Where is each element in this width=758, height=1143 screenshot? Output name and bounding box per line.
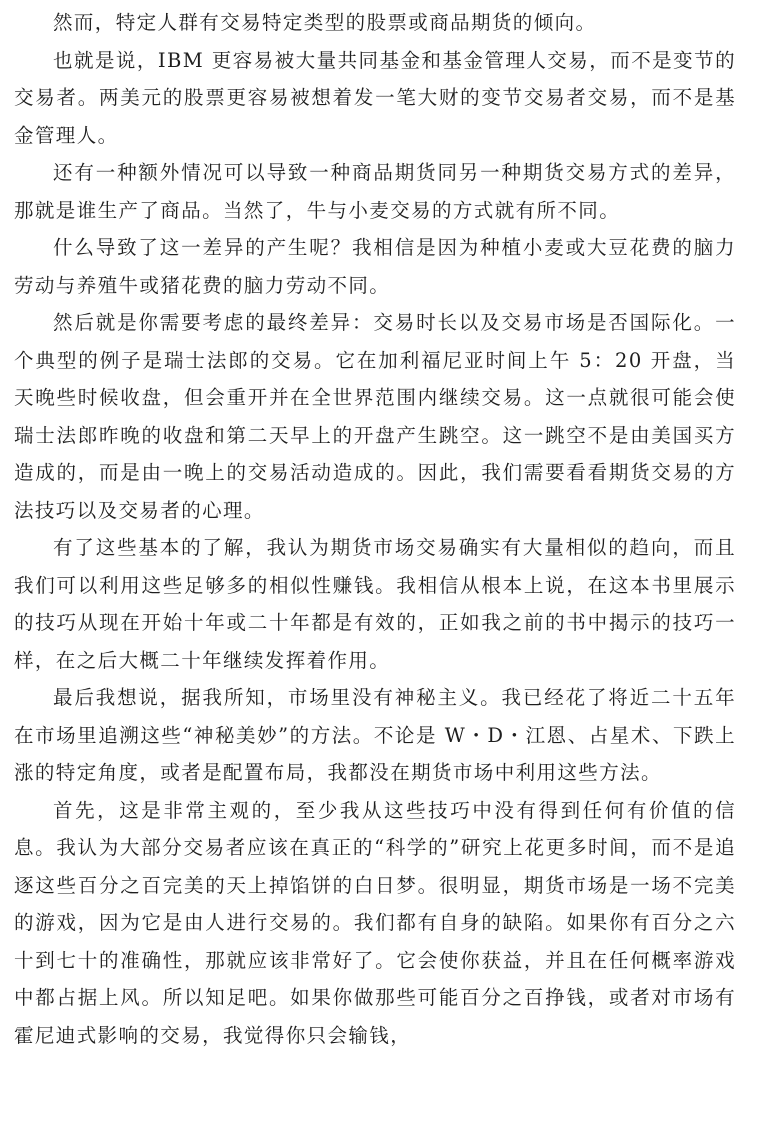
paragraph-7: 最后我想说，据我所知，市场里没有神秘主义。我已经花了将近二十五年在市场里追溯这些“神秘美妙”的方法。不论是 W・D・江恩、占星术、下跌上涨的特定角度，或者是配置布局，我都没在期货市场中利用这些方法。: [14, 686, 736, 784]
paragraph-6: 有了这些基本的了解，我认为期货市场交易确实有大量相似的趋向，而且我们可以利用这些足够多的相似性赚钱。我相信从根本上说，在这本书里展示的技巧从现在开始十年或二十年都是有效的，正如我之前的书中揭示的技巧一样，在之后大概二十年继续发挥着作用。: [14, 536, 736, 672]
paragraph-8: 首先，这是非常主观的，至少我从这些技巧中没有得到任何有价值的信息。我认为大部分交易者应该在真正的“科学的”研究上花更多时间，而不是追逐这些百分之百完美的天上掉馅饼的白日梦。很明显，期货市场是一场不完美的游戏，因为它是由人进行交易的。我们都有自身的缺陷。如果你有百分之六十到七十的准确性，那就应该非常好了。它会使你获益，并且在任何概率游戏中都占据上风。所以知足吧。如果你做那些可能百分之百挣钱，或者对市场有霍尼迪式影响的交易，我觉得你只会输钱，: [14, 798, 736, 1047]
paragraph-1: 然而，特定人群有交易特定类型的股票或商品期货的倾向。: [53, 11, 597, 34]
paragraph-3: 还有一种额外情况可以导致一种商品期货同另一种期货交易方式的差异，那就是谁生产了商品。当然了，牛与小麦交易的方式就有所不同。: [14, 161, 736, 222]
paragraph-4: 什么导致了这一差异的产生呢？我相信是因为种植小麦或大豆花费的脑力劳动与养殖牛或猪花费的脑力劳动不同。: [14, 236, 736, 297]
paragraph-5: 然后就是你需要考虑的最终差异：交易时长以及交易市场是否国际化。一个典型的例子是瑞士法郎的交易。它在加利福尼亚时间上午 5：20 开盘，当天晚些时候收盘，但会重开并在全世界范围内继续交易。这一点就很可能会使瑞士法郎昨晚的收盘和第二天早上的开盘产生跳空。这一跳空不是由美国买方造成的，而是由一晚上的交易活动造成的。因此，我们需要看看期货交易的方法技巧以及交易者的心理。: [14, 311, 736, 522]
paragraph-2: 也就是说，IBM 更容易被大量共同基金和基金管理人交易，而不是变节的交易者。两美元的股票更容易被想着发一笔大财的变节交易者交易，而不是基金管理人。: [14, 48, 736, 147]
